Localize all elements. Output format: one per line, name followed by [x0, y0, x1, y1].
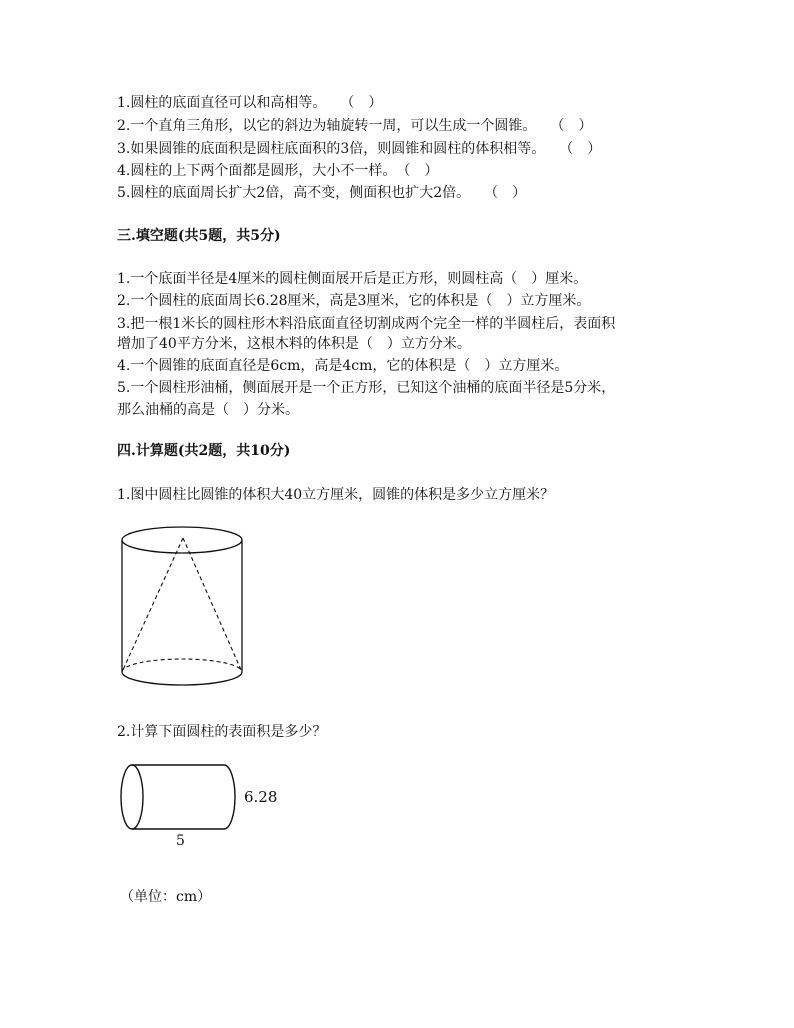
- judge-item-5: 5.圆柱的底面周长扩大2倍，高不变，侧面积也扩大2倍。 （ ）: [117, 185, 527, 201]
- calc-question-1: 1.图中圆柱比圆锥的体积大40立方厘米，圆锥的体积是多少立方厘米？: [117, 487, 555, 503]
- fill-line-3: 3.把一根1米长的圆柱形木料沿底面直径切割成两个完全一样的半圆柱后，表面积: [117, 316, 616, 332]
- cylinder-bottom-back-arc: [122, 659, 242, 672]
- fill-line-4: 增加了40平方分米，这根木料的体积是（ ）立方分米。: [117, 336, 471, 352]
- cylinder-right-arc: [224, 765, 235, 829]
- cylinder-length-label: 5: [176, 833, 185, 849]
- cylinder-height-label: 6.28: [244, 788, 278, 806]
- judge-item-4: 4.圆柱的上下两个面都是圆形，大小不一样。 （ ）: [117, 163, 439, 179]
- fill-line-6: 5.一个圆柱形油桶，侧面展开是一个正方形，已知这个油桶的底面半径是5分米，: [117, 380, 616, 396]
- fill-line-2: 2.一个圆柱的底面周长6.28厘米，高是3厘米，它的体积是（ ）立方厘米。: [117, 293, 591, 309]
- calc-question-2: 2.计算下面圆柱的表面积是多少？: [117, 724, 327, 740]
- judge-item-1: 1.圆柱的底面直径可以和高相等。 （ ）: [117, 95, 383, 111]
- calc-section-heading: 四.计算题(共2题，共10分): [117, 443, 291, 459]
- cone-right-edge: [183, 538, 242, 672]
- cylinder-left-face: [121, 765, 143, 829]
- fill-section-heading: 三.填空题(共5题，共5分): [117, 228, 281, 244]
- fill-line-7: 那么油桶的高是（ ）分米。: [117, 402, 299, 418]
- horizontal-cylinder-figure: [118, 762, 243, 832]
- cone-left-edge: [122, 538, 183, 672]
- judge-item-3: 3.如果圆锥的底面积是圆柱底面积的3倍，则圆锥和圆柱的体积相等。 （ ）: [117, 141, 602, 157]
- fill-line-1: 1.一个底面半径是4厘米的圆柱侧面展开后是正方形，则圆柱高（ ）厘米。: [117, 271, 588, 287]
- unit-note: （单位：cm）: [120, 889, 212, 905]
- cylinder-cone-figure: [112, 524, 252, 692]
- judge-item-2: 2.一个直角三角形，以它的斜边为轴旋转一周，可以生成一个圆锥。 （ ）: [117, 118, 593, 134]
- cylinder-bottom-front-arc: [122, 672, 242, 685]
- fill-line-5: 4.一个圆锥的底面直径是6cm，高是4cm，它的体积是（ ）立方厘米。: [117, 358, 569, 374]
